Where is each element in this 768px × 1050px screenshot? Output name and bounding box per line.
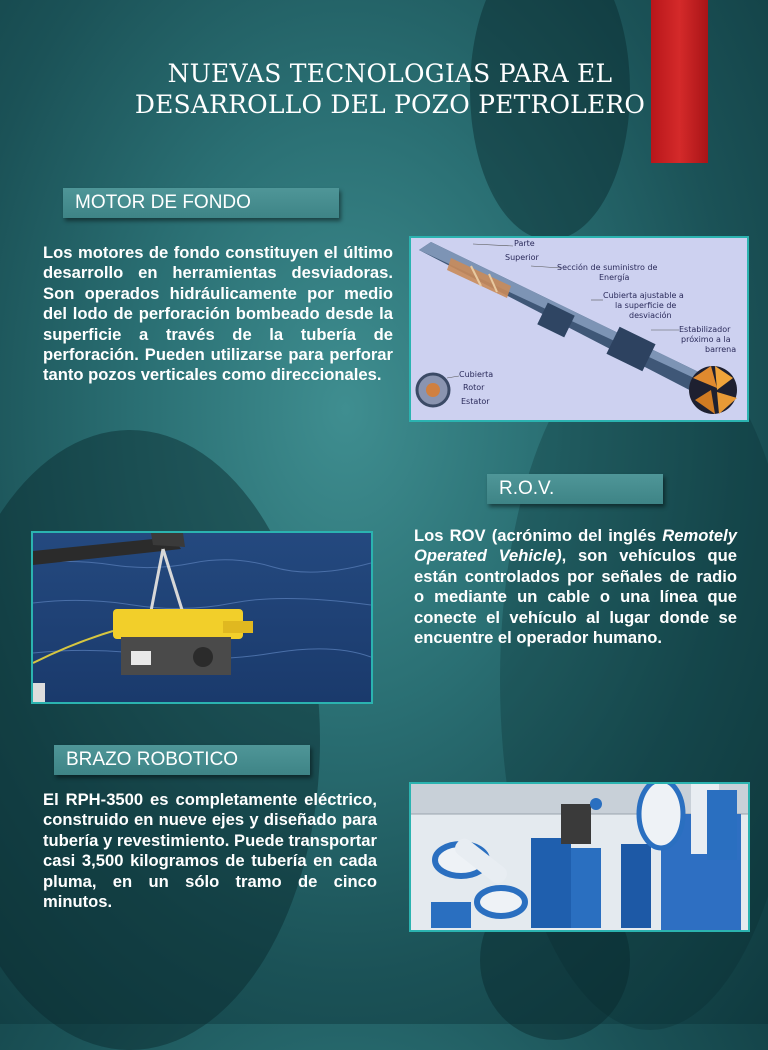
label-estab-3: barrena	[705, 345, 737, 354]
label-cubierta: Cubierta	[459, 370, 494, 379]
heading-rov: R.O.V.	[487, 474, 663, 504]
rov-paragraph: Los ROV (acrónimo del inglés Remotely Operated Vehicle), son vehículos que están controlados por señales de radio o mediante un cable o una línea que conecte el vehículo al lugar donde se encuentre el operador humano.	[414, 526, 737, 648]
motor-diagram-image	[409, 236, 749, 422]
label-seccion-1: Sección de suministro de	[557, 263, 658, 272]
background-shape	[470, 0, 630, 240]
background-shape	[0, 430, 320, 1050]
page-title: NUEVAS TECNOLOGIAS PARA EL DESARROLLO DEL POZO PETROLERO	[134, 59, 646, 119]
label-cubierta-aj-1: Cubierta ajustable a	[603, 291, 684, 300]
label-rotor: Rotor	[463, 383, 485, 392]
label-cubierta-aj-3: desviación	[629, 311, 672, 320]
robotic-arm-photo	[409, 782, 750, 932]
label-estab-2: próximo a la	[681, 335, 731, 344]
motor-paragraph: Los motores de fondo constituyen el último desarrollo en herramientas desviadoras. Son operados hidráulicamente por medio del lodo de perforación bombeado desde la superficie a través de la tubería de perforación. Pueden utilizarse para perforar tanto pozos verticales como direccionales.	[43, 243, 393, 385]
heading-brazo-robotico: BRAZO ROBOTICO	[54, 745, 310, 775]
label-estab-1: Estabilizador	[679, 325, 731, 334]
label-cubierta-aj-2: la superficie de	[615, 301, 677, 310]
label-estator: Estator	[461, 397, 490, 406]
heading-motor-de-fondo: MOTOR DE FONDO	[63, 188, 339, 218]
label-parte: Parte	[514, 239, 535, 248]
label-superior: Superior	[505, 253, 539, 262]
brazo-paragraph: El RPH-3500 es completamente eléctrico, construido en nueve ejes y diseñado para tubería y revestimiento. Puede transportar casi 3,500 kilogramos de tubería en cada pluma, en un sólo tramo de cinco minutos.	[43, 790, 377, 912]
rov-photo	[31, 531, 373, 704]
label-seccion-2: Energía	[599, 273, 630, 282]
